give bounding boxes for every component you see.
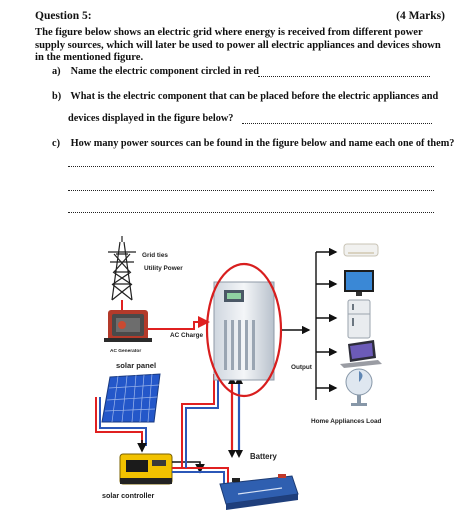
ac-generator-icon — [104, 310, 152, 342]
question-marks: (4 Marks) — [396, 10, 445, 22]
question-item-c — [52, 138, 454, 149]
item-c-label: c) — [52, 138, 60, 149]
label-ac-charge: AC Charge — [170, 332, 204, 339]
laptop-icon — [340, 340, 382, 368]
question-title: Question 5: — [35, 10, 92, 22]
answer-line-c1[interactable] — [68, 166, 434, 167]
label-utility-power: Utility Power — [144, 265, 183, 272]
label-ac-generator: AC Generator — [110, 349, 142, 354]
energy-grid-figure — [82, 232, 427, 524]
answer-line-b[interactable] — [242, 123, 432, 124]
answer-line-c3[interactable] — [68, 212, 434, 213]
label-home-appliances: Home Appliances Load — [311, 418, 382, 425]
label-battery: Battery — [250, 452, 277, 461]
air-conditioner-icon — [344, 244, 378, 256]
item-a-label: a) — [52, 66, 61, 77]
solar-panel-icon — [102, 374, 160, 422]
question-header — [35, 10, 445, 22]
answer-line-c2[interactable] — [68, 190, 434, 191]
battery-link-arrows — [228, 376, 243, 458]
question-item-b — [52, 91, 438, 102]
appliance-arrows — [316, 252, 336, 388]
label-solar-panel: solar panel — [116, 361, 157, 370]
question-intro: The figure below shows an electric grid where energy is received from different power supply sources, which will later be used to power all electric appliances and devices shown in the mentioned figure. — [35, 27, 441, 64]
battery-icon — [220, 474, 298, 510]
question-item-b-cont — [68, 113, 233, 124]
inverter-icon — [214, 282, 274, 380]
fan-icon — [346, 369, 372, 406]
item-b-text2: devices displayed in the figure below? — [68, 113, 234, 124]
tv-icon — [344, 270, 374, 296]
item-a-text: Name the electric component circled in red — [70, 66, 259, 77]
controller-wire-blue — [172, 472, 224, 484]
label-output: Output — [291, 364, 312, 371]
transmission-tower-icon — [108, 236, 136, 300]
refrigerator-icon — [348, 300, 370, 338]
item-b-text: What is the electric component that can be placed before the electric appliances and — [70, 91, 439, 102]
figure-drawing — [82, 232, 427, 524]
solar-controller-icon — [120, 454, 172, 484]
label-solar-controller: solar controller — [102, 491, 155, 500]
answer-line-a[interactable] — [258, 76, 430, 77]
label-grid-ties: Grid ties — [142, 252, 168, 259]
question-item-a — [52, 66, 259, 77]
item-b-label: b) — [52, 91, 62, 102]
item-c-text: How many power sources can be found in the figure below and name each one of them? — [70, 138, 455, 149]
